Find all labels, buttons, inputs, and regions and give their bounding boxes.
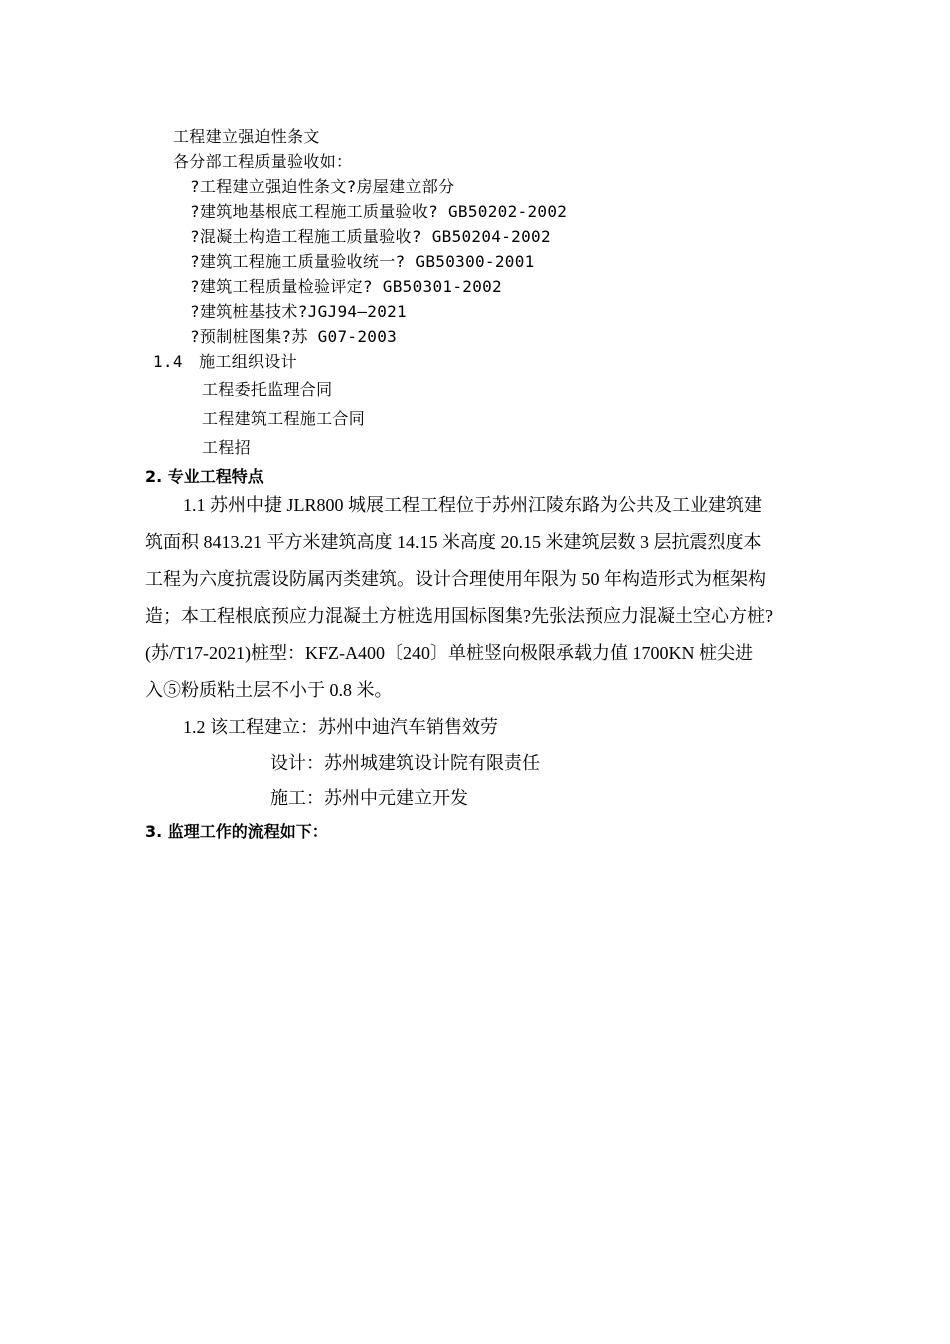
standard-item: ?工程建立强迫性条文?房屋建立部分: [190, 177, 455, 196]
paragraph-line: 1.1 苏州中捷 JLR800 城展工程工程位于苏州江陵东路为公共及工业建筑建: [183, 495, 763, 515]
basis-item: 工程建筑工程施工合同: [202, 409, 366, 428]
paragraph-line: 筑面积 8413.21 平方米建筑高度 14.15 米高度 20.15 米建筑层数 3 层抗震烈度本: [145, 532, 762, 552]
section-heading: 2. 专业工程特点: [145, 467, 264, 486]
paragraph-line: 造；本工程根底预应力混凝土方桩选用国标图集?先张法预应力混凝土空心方桩?: [145, 606, 773, 626]
standard-item: ?预制桩图集?苏 G07-2003: [190, 327, 398, 346]
standard-item: ?建筑地基根底工程施工质量验收? GB50202-2002: [190, 202, 568, 221]
basis-item: 工程建立强迫性条文: [173, 127, 320, 146]
basis-item: 1.4 施工组织设计: [153, 352, 297, 371]
standard-item: ?建筑工程质量检验评定? GB50301-2002: [190, 277, 502, 296]
standard-item: ?混凝土构造工程施工质量验收? GB50204-2002: [190, 227, 551, 246]
basis-item: 工程招: [202, 438, 251, 457]
standard-item: ?建筑桩基技术?JGJ94—2021: [190, 302, 407, 321]
basis-item: 工程委托监理合同: [202, 380, 333, 399]
owner-line: 1.2 该工程建立：苏州中迪汽车销售效劳: [183, 717, 498, 737]
basis-item: 各分部工程质量验收如：: [173, 152, 353, 171]
paragraph-line: 工程为六度抗震设防属丙类建筑。设计合理使用年限为 50 年构造形式为框架构: [145, 569, 766, 589]
standard-item: ?建筑工程施工质量验收统一? GB50300-2001: [190, 252, 535, 271]
designer-line: 设计：苏州城建筑设计院有限责任: [270, 753, 540, 773]
section-heading: 3. 监理工作的流程如下：: [145, 822, 328, 841]
paragraph-line: 入⑤粉质粘土层不小于 0.8 米。: [145, 680, 393, 700]
paragraph-line: (苏/T17-2021)桩型：KFZ-A400〔240〕单桩竖向极限承载力值 1700KN 桩尖进: [145, 643, 753, 663]
contractor-line: 施工：苏州中元建立开发: [270, 788, 468, 808]
